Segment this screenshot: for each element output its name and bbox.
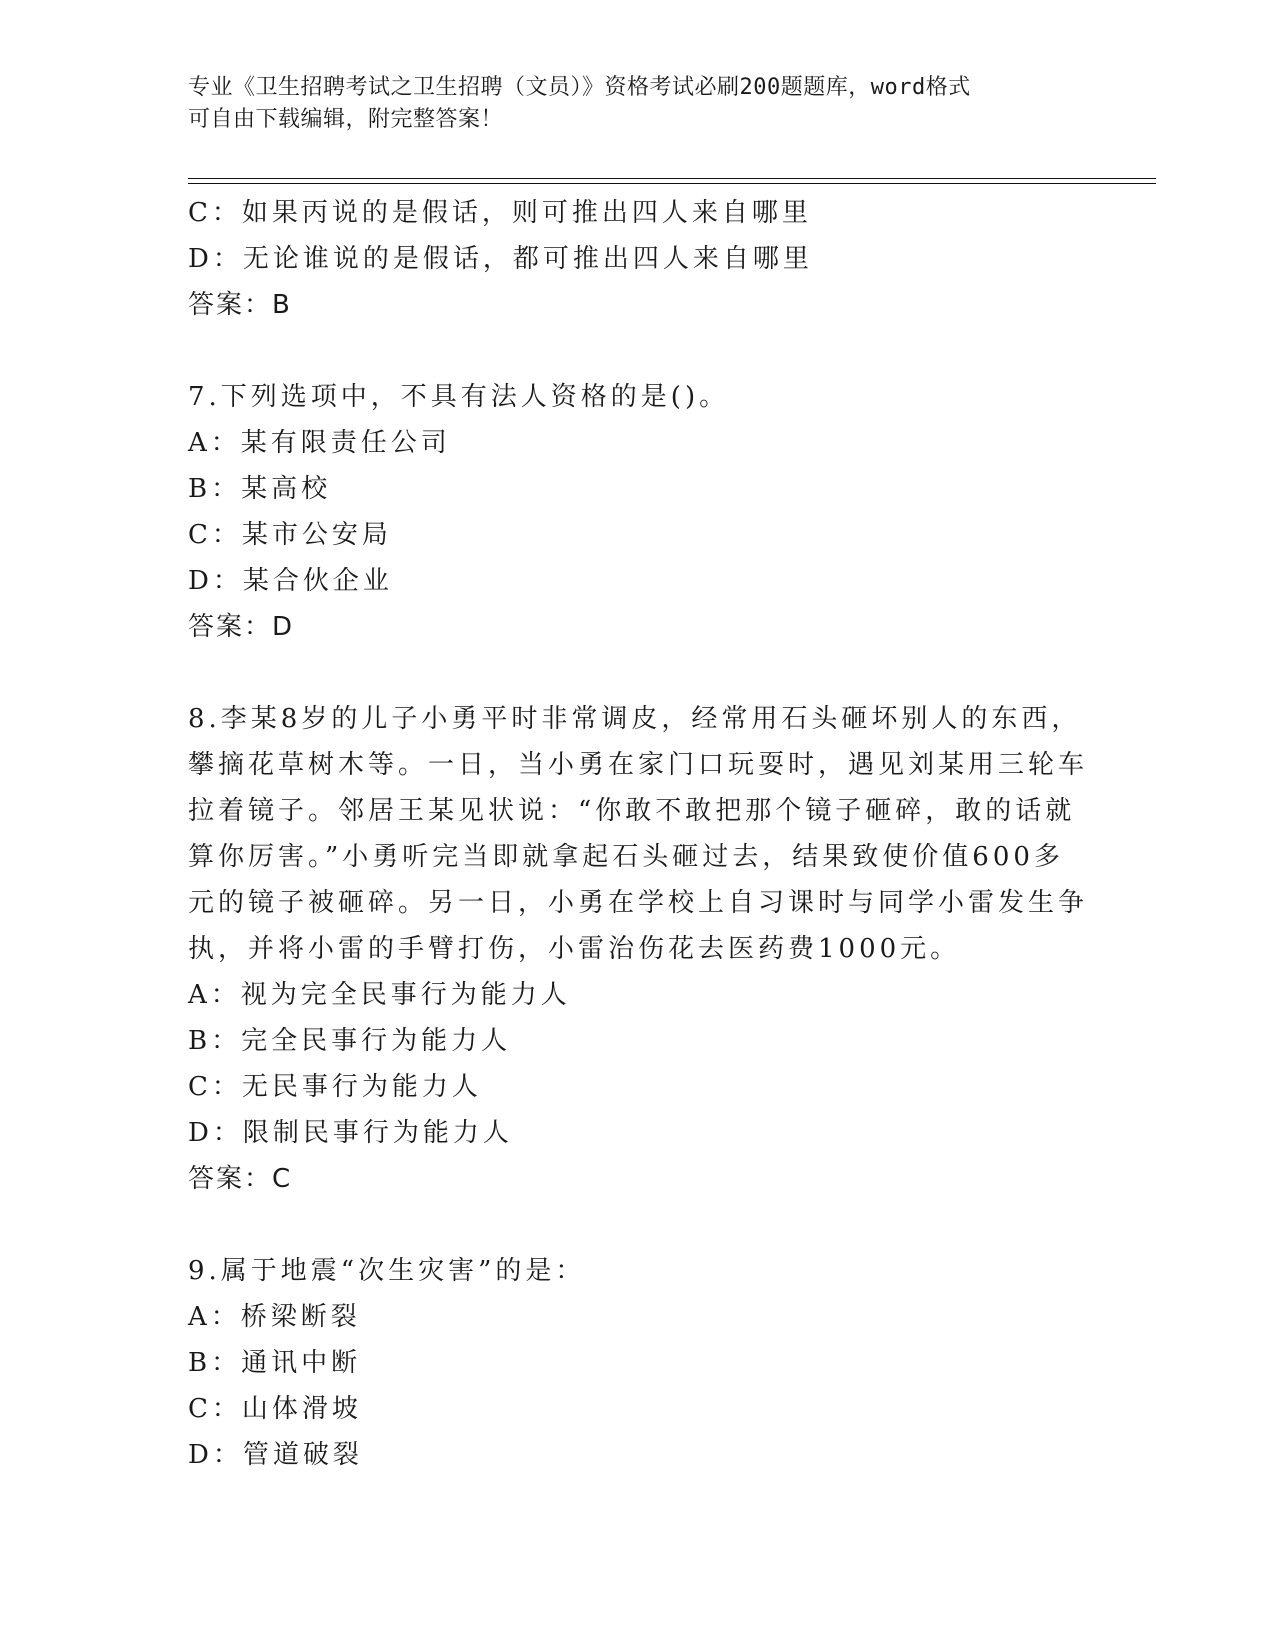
q9-option-b: B：通讯中断	[188, 1348, 362, 1378]
header-line-1: 专业《卫生招聘考试之卫生招聘（文员）》资格考试必刷200题题库，word格式	[188, 75, 971, 100]
q9-option-d: D：管道破裂	[188, 1440, 363, 1470]
header-divider-top	[188, 178, 1156, 179]
document-header	[188, 72, 1068, 136]
q6-answer: 答案：B	[188, 290, 292, 320]
q8-answer: 答案：C	[188, 1164, 293, 1194]
spacer	[188, 1202, 1068, 1248]
q7-option-a: A：某有限责任公司	[188, 428, 451, 458]
q7-stem: 7.下列选项中，不具有法人资格的是()。	[188, 382, 730, 412]
question-6-tail	[188, 190, 1068, 328]
q7-option-c: C：某市公安局	[188, 520, 392, 550]
q7-option-b: B：某高校	[188, 474, 332, 504]
q8-stem-line-5: 元的镜子被砸碎。另一日，小勇在学校上自习课时与同学小雷发生争	[188, 888, 1089, 918]
question-8	[188, 696, 1089, 1202]
q9-option-c: C：山体滑坡	[188, 1394, 362, 1424]
question-list	[188, 190, 1089, 1478]
q8-stem-line-4: 算你厉害。”小勇听完当即就拿起石头砸过去，结果致使价值600多	[188, 842, 1064, 872]
q8-option-c: C：无民事行为能力人	[188, 1072, 482, 1102]
q9-stem: 9.属于地震“次生灾害”的是：	[188, 1256, 586, 1286]
header-divider-bottom	[188, 183, 1156, 184]
question-9	[188, 1248, 1068, 1478]
q7-option-d: D：某合伙企业	[188, 566, 393, 596]
q8-option-d: D：限制民事行为能力人	[188, 1118, 513, 1148]
q9-option-a: A：桥梁断裂	[188, 1302, 361, 1332]
q8-stem-line-1: 8.李某8岁的儿子小勇平时非常调皮，经常用石头砸坏别人的东西，	[188, 704, 1082, 734]
spacer	[188, 328, 1068, 374]
q6-option-c: C：如果丙说的是假话，则可推出四人来自哪里	[188, 198, 812, 228]
q8-option-b: B：完全民事行为能力人	[188, 1026, 512, 1056]
q8-stem-line-2: 攀摘花草树木等。一日，当小勇在家门口玩耍时，遇见刘某用三轮车	[188, 750, 1089, 780]
q8-stem-line-6: 执，并将小雷的手臂打伤，小雷治伤花去医药费1000元。	[188, 934, 961, 964]
question-7	[188, 374, 1068, 650]
q6-option-d: D：无论谁说的是假话，都可推出四人来自哪里	[188, 244, 813, 274]
q8-option-a: A：视为完全民事行为能力人	[188, 980, 571, 1010]
spacer	[188, 650, 1068, 696]
q8-stem-line-3: 拉着镜子。邻居王某见状说：“你敢不敢把那个镜子砸碎，敢的话就	[188, 796, 1076, 826]
q7-answer: 答案：D	[188, 612, 295, 642]
header-line-2: 可自由下载编辑，附完整答案！	[188, 107, 504, 132]
